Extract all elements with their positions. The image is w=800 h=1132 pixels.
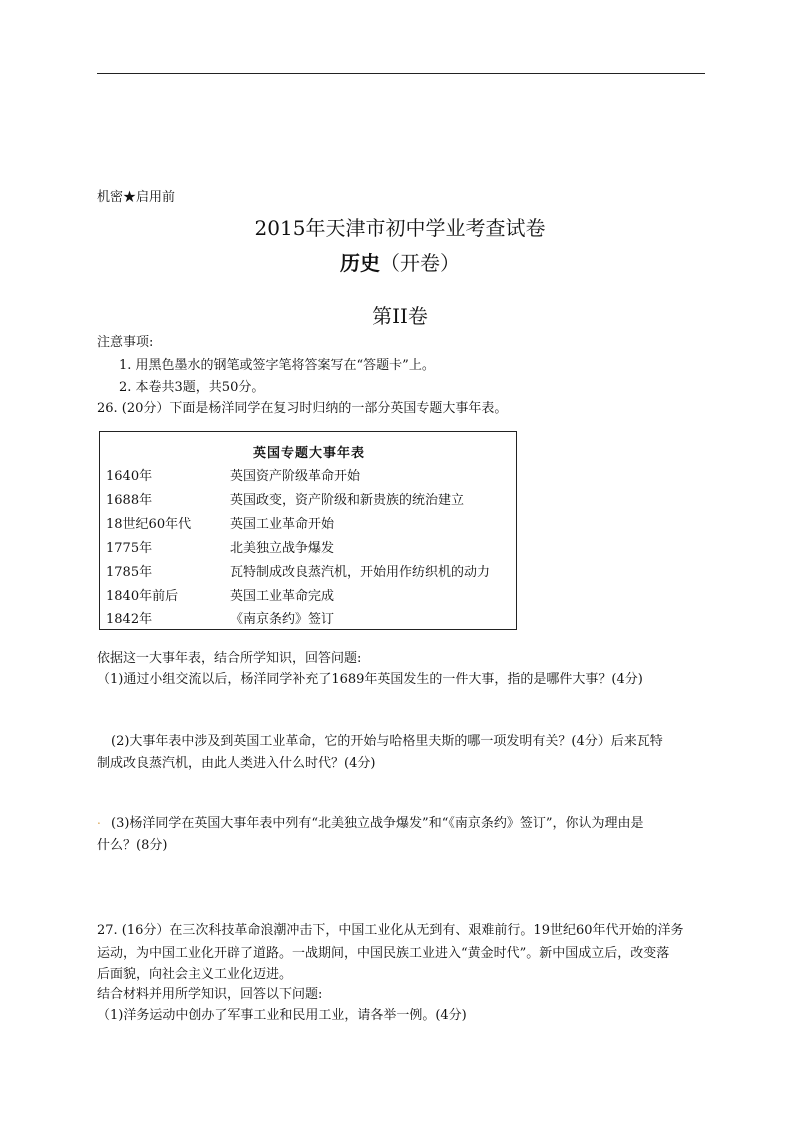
question-27-instruction: 结合材料并用所学知识，回答以下问题: [97, 987, 323, 1002]
row-event: 英国政变，资产阶级和新贵族的统治建立 [230, 493, 465, 508]
notice-item: 1. 用黑色墨水的钢笔或签字笔将答案写在“答题卡”上。 [119, 358, 435, 373]
subject-mode: （开卷） [380, 251, 460, 275]
question-27-part-1: （1)洋务运动中创办了军事工业和民用工业，请各举一例。(4分) [97, 1008, 467, 1023]
row-event: 瓦特制成改良蒸汽机，开始用作纺织机的动力 [230, 565, 491, 580]
subject-name: 历史 [340, 251, 380, 275]
row-event: 英国资产阶级革命开始 [230, 469, 361, 484]
question-26-part-1: （1)通过小组交流以后，杨洋同学补充了1689年英国发生的一件大事，指的是哪件大事？(4分) [97, 672, 643, 687]
question-27-stem: 27. (16分）在三次科技革命浪潮冲击下，中国工业化从无到有、艰难前行。19世纪60年代开始的洋务 [97, 923, 684, 938]
table-row [100, 561, 518, 585]
question-26-part-2-cont: 制成改良蒸汽机，由此人类进入什么时代？(4分) [97, 756, 376, 771]
table-row [100, 537, 518, 561]
row-event: 英国工业革命完成 [230, 589, 335, 604]
stray-mark: . [97, 813, 101, 827]
row-year: 1842年 [106, 612, 153, 627]
confidential-label: 机密★启用前 [97, 190, 176, 205]
row-year: 1840年前后 [106, 589, 179, 604]
exam-title: 2015年天津市初中学业考查试卷 [254, 216, 546, 240]
question-26-intro: 依据这一大事年表，结合所学知识，回答问题: [97, 651, 362, 666]
question-26-part-2: (2)大事年表中涉及到英国工业革命，它的开始与哈格里夫斯的哪一项发明有关？(4分）后来瓦特 [111, 734, 663, 749]
table-title: 英国专题大事年表 [252, 446, 365, 461]
row-event: 英国工业革命开始 [230, 517, 335, 532]
row-year: 1688年 [106, 493, 153, 508]
row-year: 1775年 [106, 541, 153, 556]
table-row [100, 513, 518, 537]
row-year: 1640年 [106, 469, 153, 484]
header-rule [97, 73, 705, 74]
table-row [100, 489, 518, 513]
table-row [100, 585, 518, 609]
row-event: 北美独立战争爆发 [230, 541, 335, 556]
table-row [100, 465, 518, 489]
row-event: 《南京条约》签订 [230, 612, 335, 627]
table-row [100, 608, 518, 632]
exam-subtitle [0, 247, 800, 276]
notice-heading: 注意事项: [97, 335, 154, 350]
chronology-table [99, 431, 517, 630]
question-27-stem-cont: 运动，为中国工业化开辟了道路。一战期间，中国民族工业进入“黄金时代”。新中国成立后，改变落 [97, 946, 670, 961]
question-26-part-3: (3)杨洋同学在英国大事年表中列有“北美独立战争爆发”和“《南京条约》签订”，你认为理由是 [111, 816, 644, 831]
row-year: 18世纪60年代 [106, 517, 192, 532]
volume-heading: 第II卷 [372, 304, 428, 328]
question-26-part-3-cont: 什么？(8分) [97, 838, 168, 853]
question-26-stem: 26. (20分）下面是杨洋同学在复习时归纳的一部分英国专题大事年表。 [97, 401, 508, 416]
question-27-stem-cont: 后面貌，向社会主义工业化迈进。 [97, 967, 293, 982]
notice-item: 2. 本卷共3题，共50分。 [119, 380, 265, 395]
row-year: 1785年 [106, 565, 153, 580]
